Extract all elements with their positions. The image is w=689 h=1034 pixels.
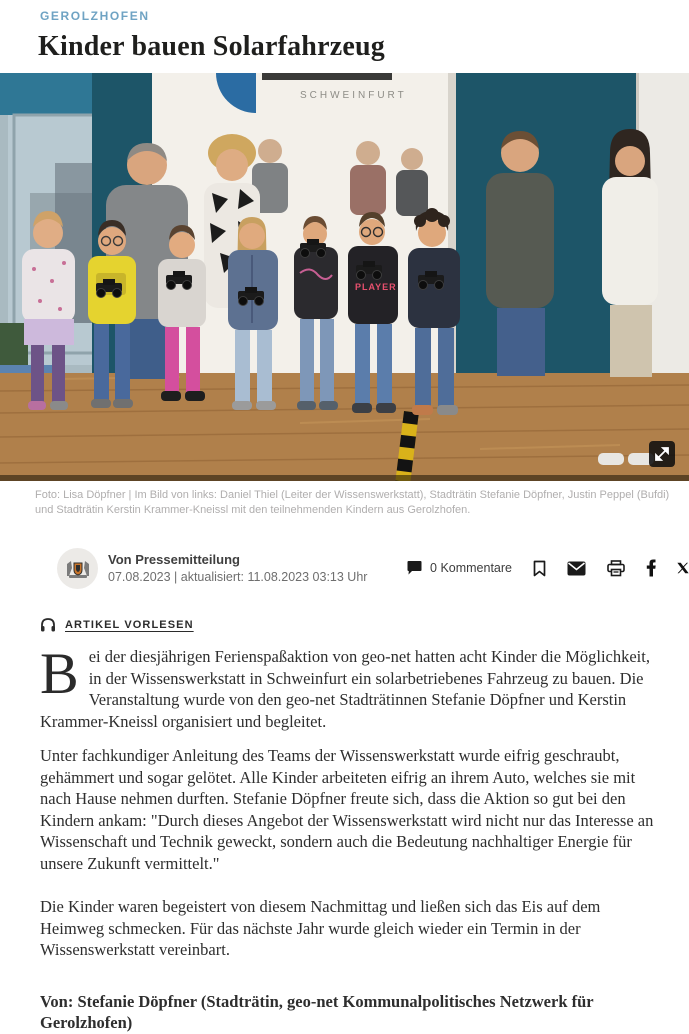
email-share-button[interactable] — [567, 561, 586, 576]
print-button[interactable] — [607, 560, 625, 577]
article-byline: Von: Stefanie Döpfner (Stadträtin, geo-net Kommunalpolitisches Netzwerk für Gerolzhofen) — [40, 991, 594, 1032]
article-meta-row — [57, 546, 689, 592]
person-woman-white — [602, 129, 658, 377]
bookmark-icon — [533, 560, 546, 577]
comments-count-label: 0 Kommentare — [430, 561, 512, 575]
author-avatar — [57, 548, 98, 589]
email-icon — [567, 561, 586, 576]
printer-icon — [607, 560, 625, 577]
article-photo[interactable] — [0, 73, 689, 481]
category-label[interactable]: GEROLZHOFEN — [40, 9, 150, 23]
x-twitter-icon — [677, 560, 689, 576]
fullscreen-expand-button[interactable] — [649, 441, 675, 467]
player-shirt-text: PLAYER — [355, 282, 397, 292]
comment-icon — [406, 560, 423, 576]
photo-caption: Foto: Lisa Döpfner | Im Bild von links: Daniel Thiel (Leiter der Wissenswerkstatt), Stadträtin Stefanie Döpfner, Justin Peppel (Bufdi) und Stadträtin Kerstin Krammer-Kneissl mit den teilnehmenden Kindern aus Gerolzhofen. — [35, 489, 670, 516]
facebook-share-button[interactable] — [646, 559, 656, 577]
read-aloud-button[interactable] — [40, 617, 194, 632]
headphones-icon — [40, 617, 56, 632]
city-crest-icon — [65, 556, 91, 582]
comments-link[interactable] — [406, 560, 512, 576]
paragraph-1 — [40, 641, 661, 732]
x-share-button[interactable] — [677, 560, 689, 576]
expand-icon — [655, 447, 669, 461]
author-name: Von Pressemitteilung — [108, 552, 240, 567]
dropcap: B — [40, 641, 79, 706]
facebook-icon — [646, 559, 656, 577]
share-action-bar — [406, 556, 689, 580]
page-title: Kinder bauen Solarfahrzeug — [38, 31, 385, 62]
paragraph-1-text: ei der diesjährigen Ferienspaßaktion von geo-net hatten acht Kinder die Möglichkeit, in der Wissenswerkstatt in Schweinfurt ein solarbetriebenes Fahrzeug zu bauen. Die Veranstaltung wurde von den geo-net Stadträtinnen Stefanie Döpfner und Kerstin Krammer-Kneissl organisiert und begleitet. — [40, 647, 650, 731]
bookmark-button[interactable] — [533, 560, 546, 577]
paragraph-2: Unter fachkundiger Anleitung des Teams der Wissenswerkstatt wurde eifrig geschraubt, gehämmert und sogar gelötet. Alle Kinder arbeiteten eifrig an ihrem Auto, welches sie mit nach Hause nehmen durften. Stefanie Döpfner freute sich, dass die Aktion so gut bei den Kindern ankam: "Durch dieses Angebot der Wissenswerkstatt wird nicht nur das Interesse an Wissenschaft und Technik geweckt, sondern auch die Bedeutung nachhaltiger Energie für unsere Zukunft vermittelt." — [40, 746, 654, 873]
read-aloud-label: ARTIKEL VORLESEN — [65, 618, 194, 631]
photo-illustration — [0, 73, 689, 481]
banner-city-text: SCHWEINFURT — [300, 90, 407, 101]
paragraph-3: Die Kinder waren begeistert von diesem Nachmittag und ließen sich das Eis auf dem Heimweg schmecken. Für das nächste Jahr wurde gleich wieder ein Termin in der Wissenswerkstatt vereinbart. — [40, 897, 601, 959]
article-body — [40, 641, 661, 1034]
publish-date: 07.08.2023 | aktualisiert: 11.08.2023 03:13 Uhr — [108, 570, 368, 584]
